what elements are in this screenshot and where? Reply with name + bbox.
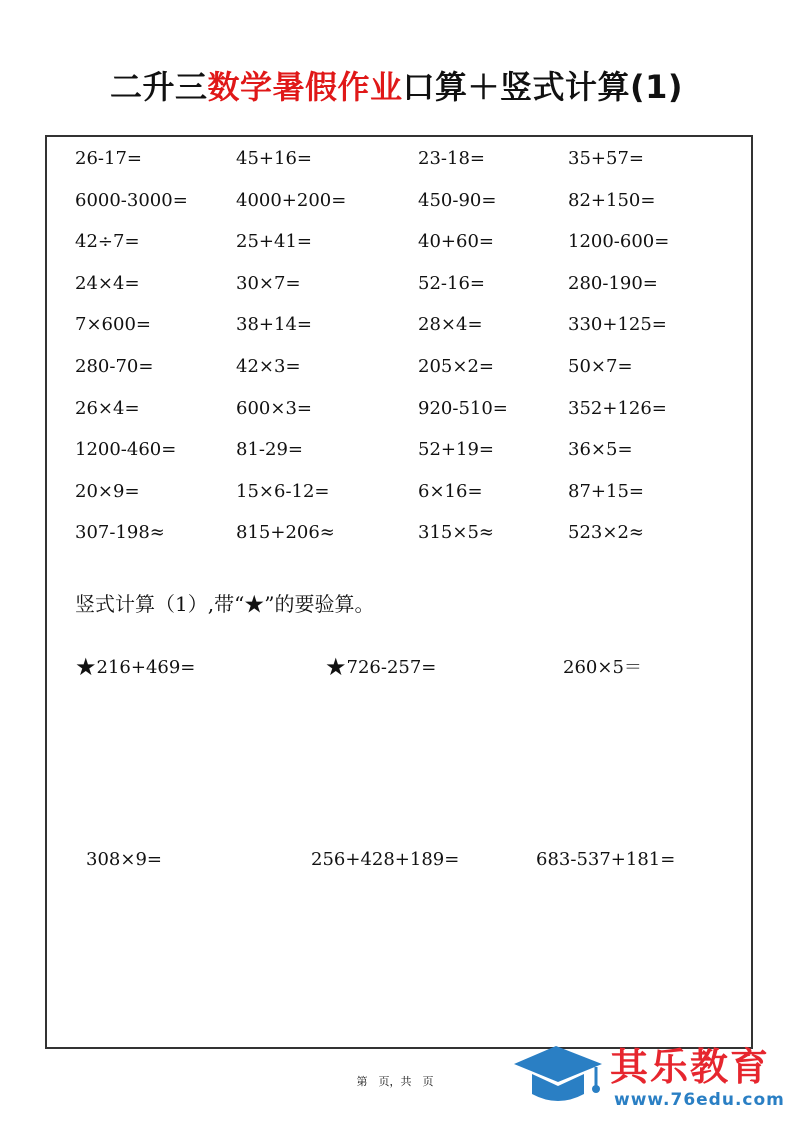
oral-problem: 50×7= <box>568 356 633 377</box>
problem-text: 260×5＝ <box>563 657 642 678</box>
oral-problem: 52+19= <box>418 439 494 460</box>
oral-problem: 38+14= <box>236 314 312 335</box>
vertical-problem <box>536 848 675 872</box>
title-subject: 数学暑假作业 <box>207 68 403 106</box>
oral-problem: 45+16= <box>236 148 312 169</box>
oral-problem: 920-510= <box>418 398 508 419</box>
oral-problem: 20×9= <box>75 481 140 502</box>
oral-problem: 30×7= <box>236 273 301 294</box>
oral-problem: 815+206≈ <box>236 522 335 543</box>
oral-problem: 6×16= <box>418 481 483 502</box>
graduation-cap-icon <box>510 1042 610 1114</box>
oral-problem: 87+15= <box>568 481 644 502</box>
problem-text: 256+428+189= <box>311 849 460 870</box>
vertical-problem <box>86 848 162 872</box>
oral-problem: 6000-3000= <box>75 190 188 211</box>
oral-problem: 1200-600= <box>568 231 670 252</box>
star-icon: ★ <box>75 653 97 681</box>
star-icon: ★ <box>325 653 347 681</box>
title-topic: 口算＋竖式计算(1) <box>402 68 684 106</box>
oral-problem: 450-90= <box>418 190 497 211</box>
brand-name: 其乐教育 <box>610 1045 771 1089</box>
oral-problem: 280-190= <box>568 273 658 294</box>
vertical-problem <box>563 656 642 680</box>
problem-text: 683-537+181= <box>536 849 676 870</box>
oral-problem: 26-17= <box>75 148 142 169</box>
oral-problem: 523×2≈ <box>568 522 644 543</box>
oral-problem: 315×5≈ <box>418 522 494 543</box>
oral-problem: 7×600= <box>75 314 151 335</box>
oral-problem: 52-16= <box>418 273 485 294</box>
oral-problem: 42÷7= <box>75 231 140 252</box>
page-footer: 第 页，共 页 <box>356 1075 434 1088</box>
oral-problem: 15×6-12= <box>236 481 330 502</box>
vertical-problem <box>311 848 459 872</box>
oral-problem: 330+125= <box>568 314 667 335</box>
oral-problem: 26×4= <box>75 398 140 419</box>
vertical-problem <box>75 655 195 680</box>
oral-problem: 40+60= <box>418 231 494 252</box>
oral-problem: 1200-460= <box>75 439 177 460</box>
problem-text: 726-257= <box>346 657 437 678</box>
oral-problem: 600×3= <box>236 398 312 419</box>
oral-problem: 35+57= <box>568 148 644 169</box>
oral-problem: 25+41= <box>236 231 312 252</box>
oral-problem: 42×3= <box>236 356 301 377</box>
oral-problem: 4000+200= <box>236 190 347 211</box>
oral-problem: 82+150= <box>568 190 656 211</box>
title-grade: 二升三 <box>109 68 208 106</box>
oral-problem: 36×5= <box>568 439 633 460</box>
brand-logo <box>510 1042 785 1114</box>
oral-problem: 28×4= <box>418 314 483 335</box>
oral-problem: 24×4= <box>75 273 140 294</box>
vertical-problem <box>325 655 436 680</box>
oral-problem: 23-18= <box>418 148 485 169</box>
problem-text: 216+469= <box>96 657 196 678</box>
oral-problem: 352+126= <box>568 398 667 419</box>
vertical-section-heading: 竖式计算（1）,带“★”的要验算。 <box>75 592 375 616</box>
oral-problem: 81-29= <box>236 439 303 460</box>
problem-text: 308×9= <box>86 849 162 870</box>
page-title <box>0 62 793 108</box>
oral-problem: 205×2= <box>418 356 494 377</box>
oral-problem: 280-70= <box>75 356 154 377</box>
oral-problem: 307-198≈ <box>75 522 165 543</box>
brand-url: www.76edu.com <box>614 1090 785 1110</box>
